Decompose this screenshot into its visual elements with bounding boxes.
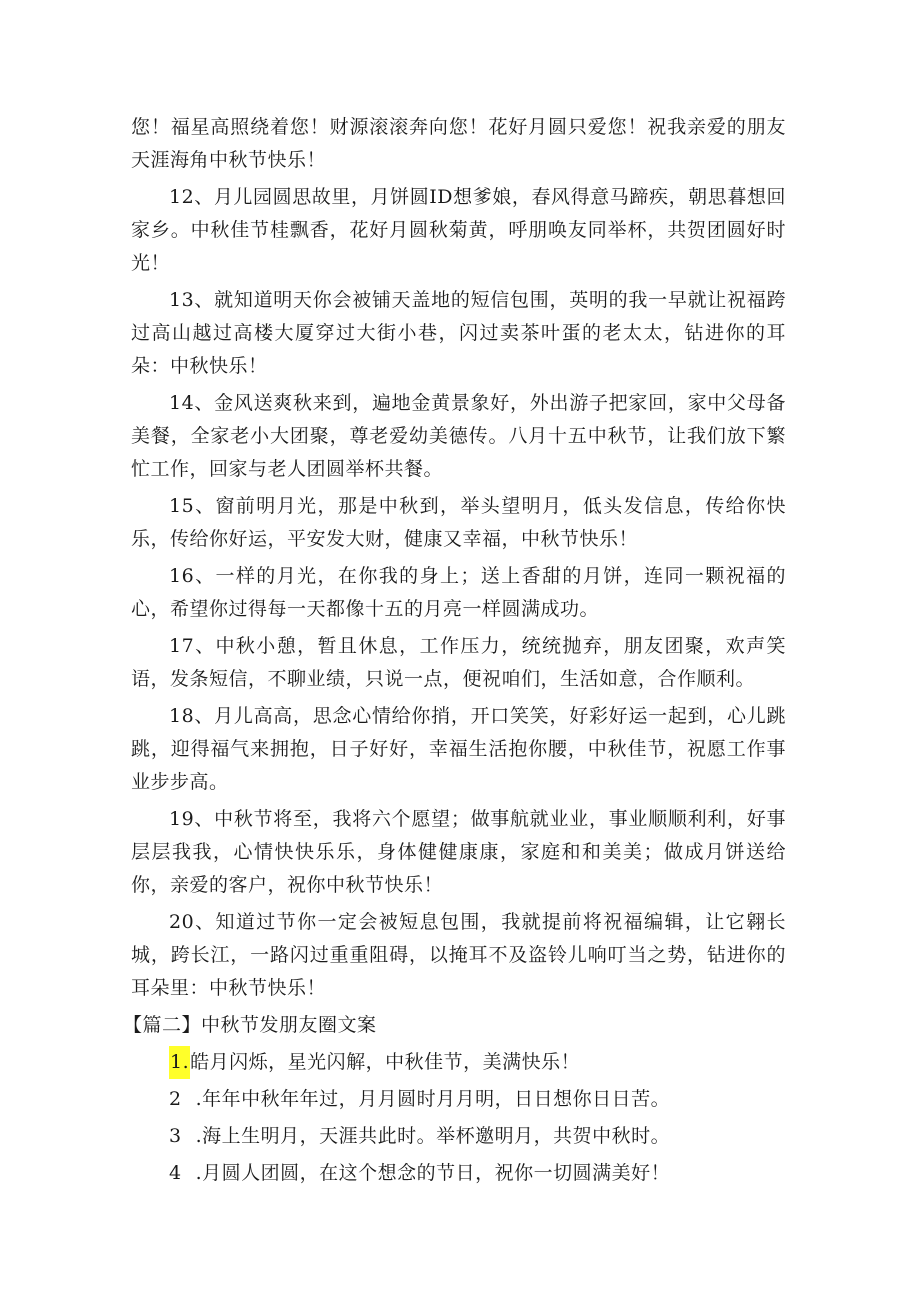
paragraph-15: 15、窗前明月光，那是中秋到，举头望明月，低头发信息，传给你快乐，传给你好运，平安发大财，健康又幸福，中秋节快乐！ <box>131 495 786 550</box>
paragraph-16: 16、一样的月光，在你我的身上；送上香甜的月饼，连同一颗祝福的心，希望你过得每一天都像十五的月亮一样圆满成功。 <box>131 565 786 620</box>
paragraph-19: 19、中秋节将至，我将六个愿望；做事航就业业，事业顺顺利利，好事层层我我，心情快快乐乐，身体健健康康，家庭和和美美；做成月饼送给你，亲爱的客户，祝你中秋节快乐！ <box>131 808 786 896</box>
continuation-paragraph: 您！福星高照绕着您！财源滚滚奔向您！花好月圆只爱您！祝我亲爱的朋友天涯海角中秋节快乐！ <box>131 116 786 171</box>
list-item <box>131 1157 786 1190</box>
paragraph-14: 14、金风送爽秋来到，遍地金黄景象好，外出游子把家回，家中父母备美餐，全家老小大团聚，尊老爱幼美德传。八月十五中秋节，让我们放下繁忙工作，回家与老人团圆举杯共餐。 <box>131 392 786 480</box>
paragraph-13: 13、就知道明天你会被铺天盖地的短信包围，英明的我一早就让祝福跨过高山越过高楼大厦穿过大街小巷，闪过卖茶叶蛋的老太太，钻进你的耳朵：中秋快乐！ <box>131 289 786 377</box>
list-text: .海上生明月，天涯共此时。举杯邀明月，共贺中秋时。 <box>195 1125 671 1147</box>
list-text: .年年中秋年年过，月月圆时月月明，日日想你日日苦。 <box>195 1088 671 1110</box>
list-text: 皓月闪烁，星光闪解，中秋佳节，美满快乐！ <box>190 1051 581 1073</box>
paragraph-18: 18、月儿高高，思念心情给你捎，开口笑笑，好彩好运一起到，心儿跳跳，迎得福气来拥抱，日子好好，幸福生活抱你腰，中秋佳节，祝愿工作事业步步高。 <box>131 705 786 793</box>
paragraph-12: 12、月儿园圆思故里，月饼圆ID想爹娘，春风得意马蹄疾，朝思暮想回家乡。中秋佳节桂飘香，花好月圆秋菊黄，呼朋唤友同举杯，共贺团圆好时光！ <box>131 186 786 274</box>
list-item <box>131 1046 786 1079</box>
list-number: 4 <box>169 1162 182 1184</box>
document-body <box>123 111 786 1194</box>
list-number: 3 <box>169 1125 182 1147</box>
list-number: 2 <box>169 1088 182 1110</box>
list-number-highlighted: 1. <box>169 1046 190 1079</box>
list-item <box>131 1083 786 1116</box>
list-text: .月圆人团圆，在这个想念的节日，祝你一切圆满美好！ <box>195 1162 671 1184</box>
list-item <box>131 1120 786 1153</box>
paragraph-17: 17、中秋小憩，暂且休息，工作压力，统统抛弃，朋友团聚，欢声笑语，发条短信，不聊业绩，只说一点，便祝咱们，生活如意，合作顺利。 <box>131 635 786 690</box>
paragraph-20: 20、知道过节你一定会被短息包围，我就提前将祝福编辑，让它翱长城，跨长江，一路闪过重重阻碍，以掩耳不及盗铃儿响叮当之势，钻进你的耳朵里：中秋节快乐！ <box>131 911 786 999</box>
section-title: 【篇二】中秋节发朋友圈文案 <box>123 1014 377 1036</box>
